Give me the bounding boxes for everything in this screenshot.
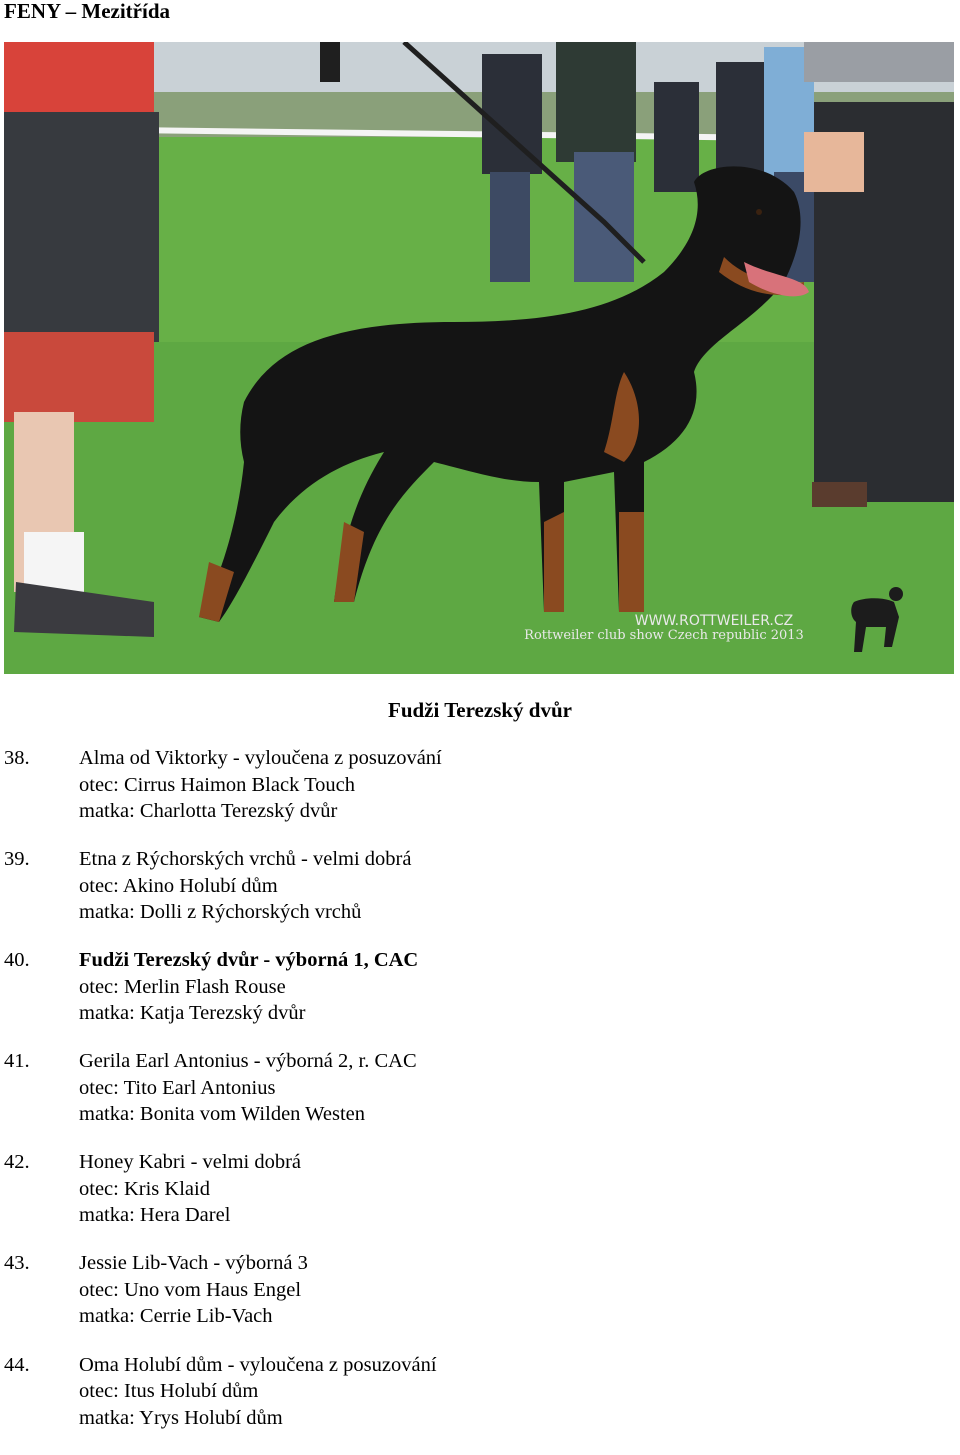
entry-dam: matka: Yrys Holubí dům bbox=[79, 1406, 283, 1429]
entry-title: Alma od Viktorky - vyloučena z posuzování bbox=[79, 747, 442, 769]
entry-number: 42. bbox=[4, 1151, 30, 1174]
entry-title: Gerila Earl Antonius - výborná 2, r. CAC bbox=[79, 1050, 417, 1073]
list-item bbox=[0, 1250, 960, 1351]
entry-number: 44. bbox=[4, 1353, 30, 1376]
entry-number: 43. bbox=[4, 1252, 30, 1275]
entry-sire: otec: Kris Klaid bbox=[79, 1177, 210, 1200]
entry-dam: matka: Cerrie Lib-Vach bbox=[79, 1305, 273, 1328]
entry-title: Jessie Lib-Vach - výborná 3 bbox=[79, 1252, 308, 1275]
entry-dam: matka: Dolli z Rýchorských vrchů bbox=[79, 901, 362, 924]
photo-caption: Fudži Terezský dvůr bbox=[388, 698, 572, 722]
page-heading: FENY – Mezitřída bbox=[4, 0, 171, 23]
entry-dam: matka: Hera Darel bbox=[79, 1204, 231, 1227]
entry-sire: otec: Merlin Flash Rouse bbox=[79, 975, 286, 998]
entry-list bbox=[0, 745, 960, 1453]
entry-number: 38. bbox=[4, 747, 30, 769]
dog-show-photo bbox=[4, 42, 954, 674]
entry-title: Honey Kabri - velmi dobrá bbox=[79, 1151, 302, 1174]
entry-dam: matka: Charlotta Terezský dvůr bbox=[79, 800, 338, 822]
list-item bbox=[0, 846, 960, 947]
entry-number: 40. bbox=[4, 949, 30, 972]
entry-dam: matka: Bonita vom Wilden Westen bbox=[79, 1103, 365, 1126]
entry-title: Fudži Terezský dvůr - výborná 1, CAC bbox=[79, 949, 419, 972]
list-item bbox=[0, 1048, 960, 1149]
entry-number: 39. bbox=[4, 848, 30, 871]
entry-number: 41. bbox=[4, 1050, 30, 1073]
entry-title: Etna z Rýchorských vrchů - velmi dobrá bbox=[79, 848, 412, 871]
entry-dam: matka: Katja Terezský dvůr bbox=[79, 1002, 306, 1025]
watermark-event: Rottweiler club show Czech republic 2013 bbox=[524, 628, 804, 643]
list-item bbox=[0, 1149, 960, 1250]
entry-sire: otec: Cirrus Haimon Black Touch bbox=[79, 773, 356, 796]
list-item bbox=[0, 745, 960, 846]
list-item bbox=[0, 1352, 960, 1453]
entry-sire: otec: Uno vom Haus Engel bbox=[79, 1278, 302, 1301]
list-item-highlighted bbox=[0, 947, 960, 1048]
entry-sire: otec: Itus Holubí dům bbox=[79, 1380, 259, 1403]
entry-sire: otec: Tito Earl Antonius bbox=[79, 1076, 276, 1099]
entry-sire: otec: Akino Holubí dům bbox=[79, 874, 278, 897]
watermark-url: WWW.ROTTWEILER.CZ bbox=[634, 613, 794, 629]
entry-title: Oma Holubí dům - vyloučena z posuzování bbox=[79, 1353, 437, 1376]
